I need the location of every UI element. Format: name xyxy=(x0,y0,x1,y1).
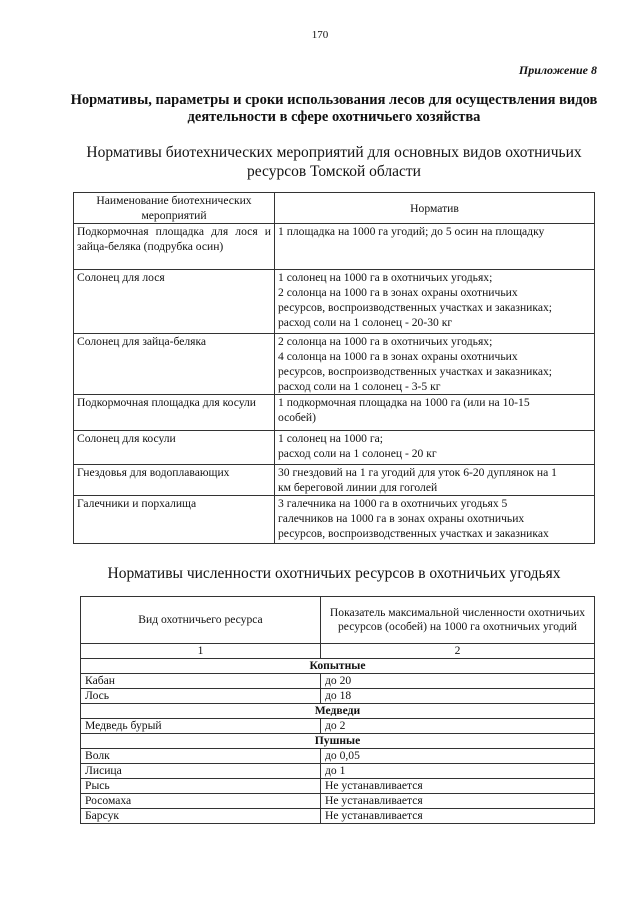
norm-line: 4 солонца на 1000 га в зонах охраны охотничьих xyxy=(278,350,518,363)
biotech-row xyxy=(74,431,595,465)
max-density-value: до 20 xyxy=(321,674,595,689)
norm-line: расход соли на 1 солонец - 20-30 кг xyxy=(278,316,453,329)
col-header-species: Вид охотничьего ресурса xyxy=(81,597,321,644)
species-row xyxy=(81,794,595,809)
density-heading: Нормативы численности охотничьих ресурсов в охотничьих угодьях xyxy=(107,565,561,582)
norm-line: 2 солонца на 1000 га в зонах охраны охотничьих xyxy=(278,286,518,299)
norm-line: ресурсов, воспроизводственных участках и заказниках; xyxy=(278,365,552,378)
norm-cell xyxy=(275,334,595,395)
biotech-row xyxy=(74,395,595,431)
biotech-table xyxy=(73,192,595,544)
max-density-value: до 2 xyxy=(321,719,595,734)
species-name: Кабан xyxy=(81,674,321,689)
max-density-value: Не устанавливается xyxy=(321,794,595,809)
biotech-row xyxy=(74,224,595,270)
document-title: Нормативы, параметры и сроки использования лесов для осуществления видов деятельности в сфере охотничьего хозяйства xyxy=(70,92,598,125)
col-header-norm: Норматив xyxy=(275,193,595,224)
norm-line: ресурсов, воспроизводственных участках и заказниках xyxy=(278,527,549,540)
max-density-value: до 0,05 xyxy=(321,749,595,764)
species-row xyxy=(81,779,595,794)
species-name: Лисица xyxy=(81,764,321,779)
norm-cell xyxy=(275,431,595,465)
appendix-label: Приложение 8 xyxy=(518,63,597,77)
species-row xyxy=(81,689,595,704)
group-row xyxy=(81,704,595,719)
measure-name-cell: Подкормочная площадка для лося и зайца-беляка (подрубка осин) xyxy=(74,224,275,270)
measure-name-cell: Подкормочная площадка для косули xyxy=(74,395,275,431)
max-density-value: до 1 xyxy=(321,764,595,779)
max-density-value: Не устанавливается xyxy=(321,809,595,824)
col-header-max-density: Показатель максимальной численности охотничьих ресурсов (особей) на 1000 га охотничьих угодий xyxy=(321,597,595,644)
group-row xyxy=(81,734,595,749)
species-row xyxy=(81,809,595,824)
biotech-row xyxy=(74,465,595,496)
species-name: Рысь xyxy=(81,779,321,794)
density-header-row xyxy=(81,597,595,644)
column-number-1: 1 xyxy=(81,644,321,659)
measure-name-cell: Солонец для лося xyxy=(74,270,275,334)
column-number-2: 2 xyxy=(321,644,595,659)
group-row xyxy=(81,659,595,674)
biotech-row xyxy=(74,496,595,544)
norm-cell xyxy=(275,270,595,334)
measure-name-cell: Гнездовья для водоплавающих xyxy=(74,465,275,496)
norm-cell xyxy=(275,465,595,496)
norm-line: расход соли на 1 солонец - 20 кг xyxy=(278,447,437,460)
species-row xyxy=(81,674,595,689)
norm-line: расход соли на 1 солонец - 3-5 кг xyxy=(278,380,441,393)
max-density-value: до 18 xyxy=(321,689,595,704)
norm-cell xyxy=(275,496,595,544)
species-name: Волк xyxy=(81,749,321,764)
norm-line: 2 солонца на 1000 га в охотничьих угодьях; xyxy=(278,335,493,348)
norm-cell xyxy=(275,224,595,270)
species-name: Лось xyxy=(81,689,321,704)
species-name: Барсук xyxy=(81,809,321,824)
max-density-value: Не устанавливается xyxy=(321,779,595,794)
group-name: Пушные xyxy=(81,734,595,749)
density-table xyxy=(80,596,595,824)
biotech-row xyxy=(74,270,595,334)
measure-name-cell: Солонец для косули xyxy=(74,431,275,465)
biotech-header-row xyxy=(74,193,595,224)
norm-line: 3 галечника на 1000 га в охотничьих угодьях 5 xyxy=(278,497,508,510)
norm-line: км береговой линии для гоголей xyxy=(278,481,438,494)
norm-line: галечников на 1000 га в зонах охраны охотничьих xyxy=(278,512,525,525)
norm-line: 30 гнездовий на 1 га угодий для уток 6-20 дуплянок на 1 xyxy=(278,466,557,479)
col-header-measure: Наименование биотехнических мероприятий xyxy=(74,193,275,224)
measure-name-cell: Солонец для зайца-беляка xyxy=(74,334,275,395)
norm-line: 1 солонец на 1000 га в охотничьих угодьях; xyxy=(278,271,493,284)
page-number: 170 xyxy=(311,29,329,41)
norm-line: 1 солонец на 1000 га; xyxy=(278,432,383,445)
biotech-row xyxy=(74,334,595,395)
norm-cell xyxy=(275,395,595,431)
biotech-heading: Нормативы биотехнических мероприятий для основных видов охотничьих ресурсов Томской области xyxy=(86,144,582,180)
species-row xyxy=(81,719,595,734)
norm-line: особей) xyxy=(278,411,316,424)
group-name: Копытные xyxy=(81,659,595,674)
norm-line: ресурсов, воспроизводственных участках и заказниках; xyxy=(278,301,552,314)
species-name: Медведь бурый xyxy=(81,719,321,734)
species-row xyxy=(81,764,595,779)
column-number-row xyxy=(81,644,595,659)
norm-line: 1 подкормочная площадка на 1000 га (или на 10-15 xyxy=(278,396,530,409)
group-name: Медведи xyxy=(81,704,595,719)
measure-name-cell: Галечники и порхалища xyxy=(74,496,275,544)
norm-line: 1 площадка на 1000 га угодий; до 5 осин на площадку xyxy=(278,225,545,238)
species-row xyxy=(81,749,595,764)
species-name: Росомаха xyxy=(81,794,321,809)
